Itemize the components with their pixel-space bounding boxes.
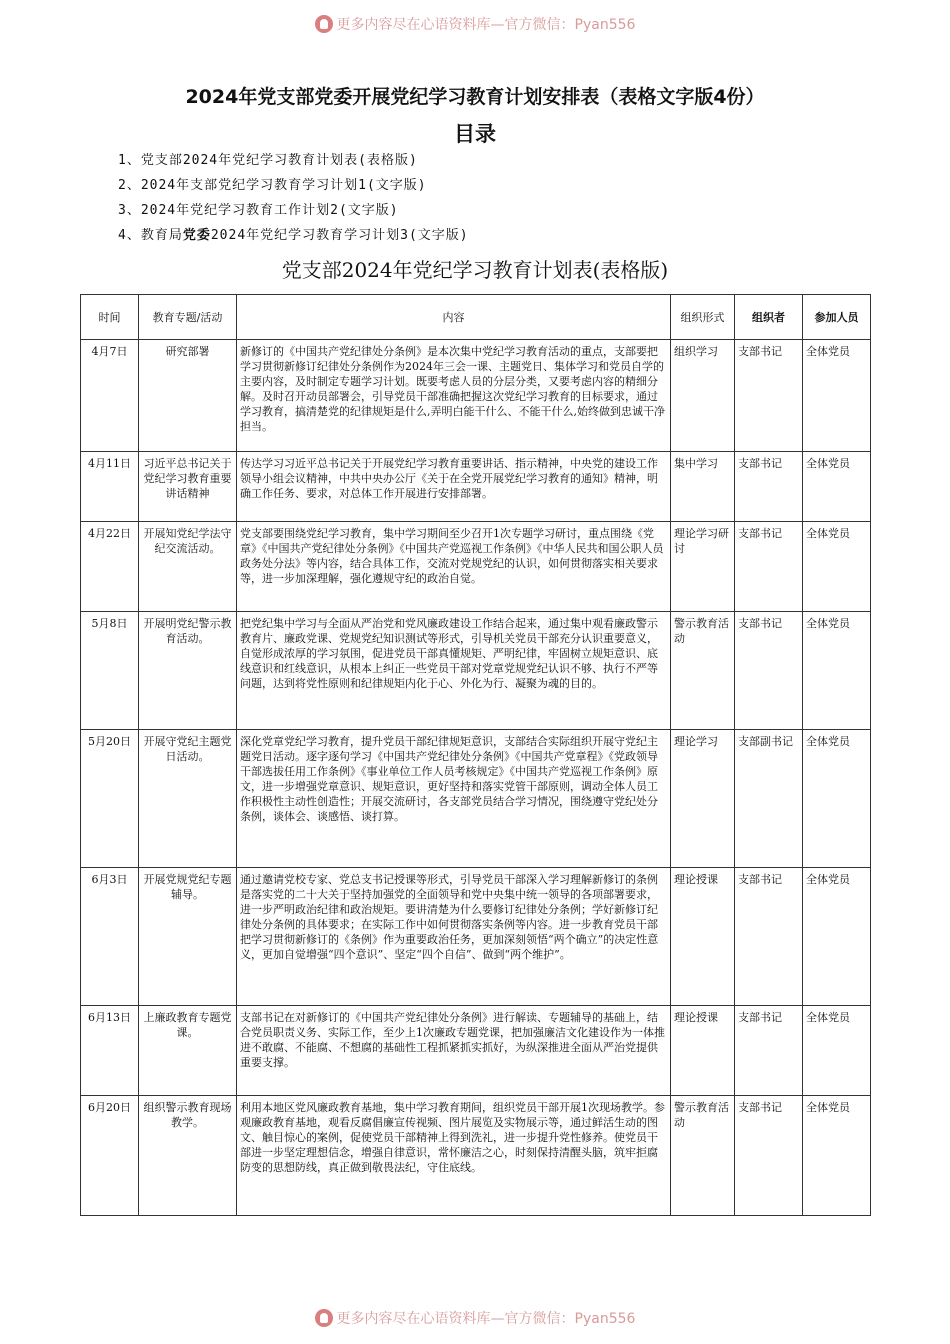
cell-topic: 组织警示教育现场教学。: [139, 1096, 237, 1216]
cell-organizer: 支部书记: [735, 340, 803, 452]
toc-item: 3、2024年党纪学习教育工作计划2(文字版): [118, 203, 399, 218]
cell-topic: 上廉政教育专题党课。: [139, 1006, 237, 1096]
cell-content: 深化党章党纪学习教育，提升党员干部纪律规矩意识，支部结合实际组织开展守党纪主题党日活动。逐字逐句学习《中国共产党纪律处分条例》《中国共产党章程》《党政领导干部选拔任用工作条例》《事业单位工作人员考核规定》《中国共产党巡视工作条例》原文，进一步增强党章意识、规矩意识，更好坚持和落实党管干部原则，调动全体人员工作积极性主动性创造性；开展交流研讨，各支部党员结合学习情况，围绕遵守党纪处分条例，谈体会、谈感悟、谈打算。: [237, 730, 671, 868]
plan-table: [80, 294, 871, 1216]
cell-participants: 全体党员: [803, 1006, 871, 1096]
cell-participants: 全体党员: [803, 452, 871, 522]
cell-time: 6月3日: [81, 868, 139, 1006]
header-topic: 教育专题/活动: [139, 295, 237, 340]
cell-organizer: 支部书记: [735, 612, 803, 730]
cell-participants: 全体党员: [803, 522, 871, 612]
cell-form: 警示教育活动: [671, 612, 735, 730]
cell-form: 理论授课: [671, 868, 735, 1006]
cell-form: 理论学习研讨: [671, 522, 735, 612]
watermark-text: 更多内容尽在心语资料库—官方微信：Pyan556: [336, 1311, 636, 1327]
cell-form: 集中学习: [671, 452, 735, 522]
table-row: [81, 612, 871, 730]
cell-participants: 全体党员: [803, 612, 871, 730]
cell-content: 传达学习习近平总书记关于开展党纪学习教育重要讲话、指示精神，中央党的建设工作领导小组会议精神，中共中央办公厅《关于在全党开展党纪学习教育的通知》精神，明确工作任务、要求，对总体工作开展进行安排部署。: [237, 452, 671, 522]
cell-organizer: 支部书记: [735, 452, 803, 522]
cell-time: 4月22日: [81, 522, 139, 612]
toc-item-prefix: 4、教育局: [118, 228, 183, 243]
cell-organizer: 支部书记: [735, 1096, 803, 1216]
toc-item-bold: 党委: [182, 228, 211, 243]
cell-time: 5月8日: [81, 612, 139, 730]
cell-content: 新修订的《中国共产党纪律处分条例》是本次集中党纪学习教育活动的重点，支部要把学习贯彻新修订纪律处分条例作为2024年三会一课、主题党日、集体学习和党员自学的主要内容，及时制定专题学习计划。既要考虑人员的分层分类，又要考虑内容的精细分解。及时召开动员部署会，引导党员干部准确把握这次党纪学习教育的目标要求，通过学习教育，搞清楚党的纪律规矩是什么,弄明白能干什么、不能干什么,始终做到忠诚干净担当。: [237, 340, 671, 452]
cell-content: 通过邀请党校专家、党总支书记授课等形式，引导党员干部深入学习理解新修订的条例是落实党的二十大关于坚持加强党的全面领导和党中央集中统一领导的各项部署要求，进一步严明政治纪律和政治规矩。要讲清楚为什么要修订纪律处分条例；学好新修订纪律处分条例的具体要求；在实际工作中如何贯彻落实条例等内容。进一步教育党员干部把学习贯彻新修订的《条例》作为重要政治任务，更加深刻领悟“两个确立”的决定性意义，更加自觉增强“四个意识”、坚定“四个自信”、做到“两个维护”。: [237, 868, 671, 1006]
cell-participants: 全体党员: [803, 868, 871, 1006]
cell-form: 警示教育活动: [671, 1096, 735, 1216]
cell-organizer: 支部书记: [735, 522, 803, 612]
cell-time: 6月20日: [81, 1096, 139, 1216]
cell-time: 4月11日: [81, 452, 139, 522]
cell-participants: 全体党员: [803, 730, 871, 868]
table-row: [81, 452, 871, 522]
watermark-bottom: [0, 1308, 950, 1328]
table-row: [81, 730, 871, 868]
cell-content: 把党纪集中学习与全面从严治党和党风廉政建设工作结合起来，通过集中观看廉政警示教育片、廉政党课、党规党纪知识测试等形式，引导机关党员干部充分认识重要意义，自觉形成浓厚的学习氛围，促进党员干部真懂规矩、严明纪律，牢固树立规矩意识、底线意识和红线意识，从根本上纠正一些党员干部对党章党规党纪认识不够、执行不严等问题，达到将党性原则和纪律规矩内化于心、外化为行、凝聚为魂的目的。: [237, 612, 671, 730]
cell-topic: 开展知党纪学法守纪交流活动。: [139, 522, 237, 612]
toc-item: 2、2024年支部党纪学习教育学习计划1(文字版): [118, 178, 427, 193]
table-row: [81, 1006, 871, 1096]
toc-item-suffix: 2024年党纪学习教育学习计划3(文字版): [210, 228, 469, 243]
watermark-text: 更多内容尽在心语资料库—官方微信：Pyan556: [336, 17, 636, 33]
cell-organizer: 支部书记: [735, 868, 803, 1006]
cell-organizer: 支部副书记: [735, 730, 803, 868]
watermark-logo-icon: [315, 15, 333, 33]
cell-content: 支部书记在对新修订的《中国共产党纪律处分条例》进行解读、专题辅导的基础上，结合党员职责义务、实际工作，至少上1次廉政专题党课，把加强廉洁文化建设作为一体推进不敢腐、不能腐、不想腐的基础性工程抓紧抓实抓好，为纵深推进全面从严治党提供重要支撑。: [237, 1006, 671, 1096]
watermark-top: [0, 14, 950, 34]
header-form: 组织形式: [671, 295, 735, 340]
cell-topic: 开展守党纪主题党日活动。: [139, 730, 237, 868]
toc-heading: 目录: [454, 122, 496, 146]
cell-organizer: 支部书记: [735, 1006, 803, 1096]
cell-content: 党支部要围绕党纪学习教育，集中学习期间至少召开1次专题学习研讨，重点围绕《党章》《中国共产党纪律处分条例》《中国共产党巡视工作条例》《中华人民共和国公职人员政务处分法》等内容，结合具体工作，交流对党规党纪的认识，如何贯彻落实相关要求等，进一步加深理解，强化遵规守纪的政治自觉。: [237, 522, 671, 612]
header-time: 时间: [81, 295, 139, 340]
cell-time: 5月20日: [81, 730, 139, 868]
table-row: [81, 1096, 871, 1216]
table-title: 党支部2024年党纪学习教育计划表(表格版): [281, 258, 669, 282]
cell-participants: 全体党员: [803, 340, 871, 452]
watermark-logo-icon: [315, 1309, 333, 1327]
cell-topic: 开展明党纪警示教育活动。: [139, 612, 237, 730]
cell-content: 利用本地区党风廉政教育基地，集中学习教育期间，组织党员干部开展1次现场教学。参观廉政教育基地，观看反腐倡廉宣传视频、图片展览及实物展示等，通过鲜活生动的图文、触目惊心的案例，促使党员干部精神上得到洗礼，进一步提升党性修养。使党员干部进一步坚定理想信念，增强自律意识，常怀廉洁之心，时刻保持清醒头脑，筑牢拒腐防变的思想防线，真正做到敬畏法纪，守住底线。: [237, 1096, 671, 1216]
table-header-row: [81, 295, 871, 340]
table-row: [81, 340, 871, 452]
cell-form: 理论授课: [671, 1006, 735, 1096]
cell-topic: 习近平总书记关于党纪学习教育重要讲话精神: [139, 452, 237, 522]
header-organizer: 组织者: [735, 295, 803, 340]
cell-form: 组织学习: [671, 340, 735, 452]
cell-topic: 开展党规党纪专题辅导。: [139, 868, 237, 1006]
header-content: 内容: [237, 295, 671, 340]
header-participants: 参加人员: [803, 295, 871, 340]
document-title: 2024年党支部党委开展党纪学习教育计划安排表（表格文字版4份）: [185, 86, 765, 108]
cell-time: 4月7日: [81, 340, 139, 452]
cell-form: 理论学习: [671, 730, 735, 868]
table-row: [81, 522, 871, 612]
toc-item: 1、党支部2024年党纪学习教育计划表(表格版): [118, 153, 418, 168]
cell-time: 6月13日: [81, 1006, 139, 1096]
table-of-contents: [118, 148, 469, 248]
cell-topic: 研究部署: [139, 340, 237, 452]
table-row: [81, 868, 871, 1006]
toc-item: [118, 223, 469, 248]
cell-participants: 全体党员: [803, 1096, 871, 1216]
